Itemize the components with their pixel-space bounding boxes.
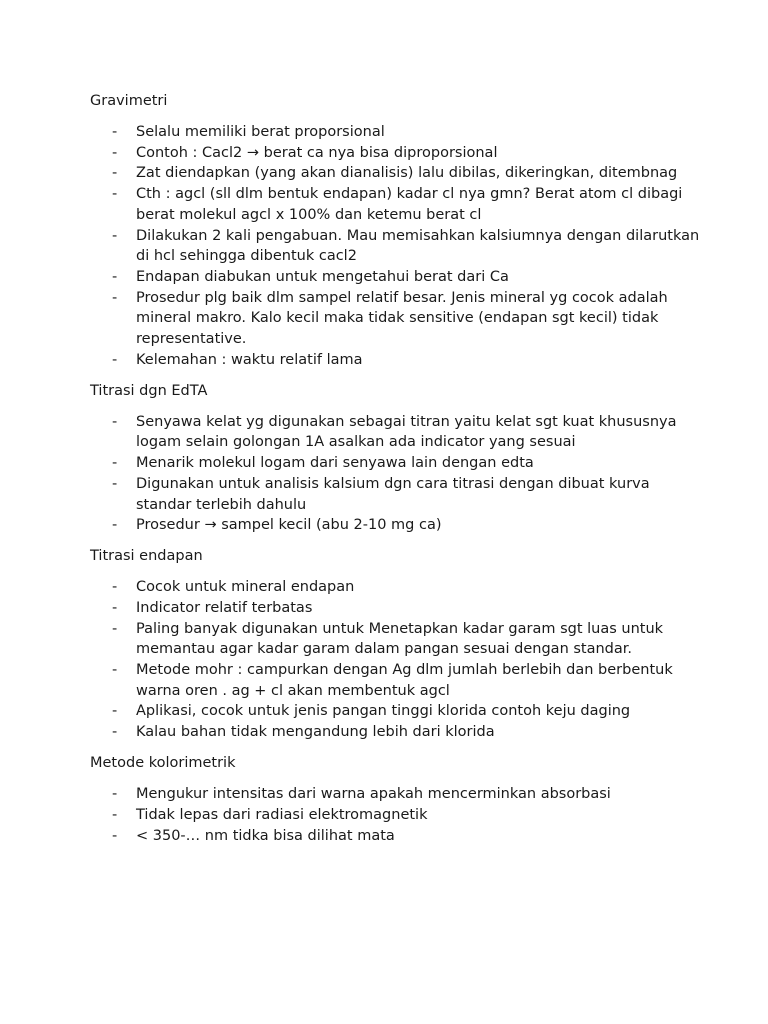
list-item-text: Dilakukan 2 kali pengabuan. Mau memisahkan kalsiumnya dengan dilarutkan di hcl sehingga dibentuk cacl2 (136, 227, 700, 265)
bullet-dash: - (112, 413, 118, 430)
list-item (90, 184, 708, 225)
bullet-dash: - (112, 806, 118, 823)
list-item (90, 474, 708, 515)
list-item (90, 722, 708, 743)
bullet-list (90, 412, 708, 536)
list-item-text: Kalau bahan tidak mengandung lebih dari klorida (136, 724, 495, 741)
bullet-dash: - (112, 620, 118, 637)
list-item-text: Digunakan untuk analisis kalsium dgn cara titrasi dengan dibuat kurva standar terlebih dahulu (136, 475, 650, 513)
list-item (90, 598, 708, 619)
bullet-dash: - (112, 165, 118, 182)
list-item (90, 660, 708, 701)
list-item-text: Cocok untuk mineral endapan (136, 579, 355, 596)
list-item-text: Indicator relatif terbatas (136, 599, 313, 616)
bullet-list (90, 784, 708, 846)
list-item-text: Senyawa kelat yg digunakan sebagai titran yaitu kelat sgt kuat khususnya logam selain golongan 1A asalkan ada indicator yang sesuai (136, 413, 677, 451)
bullet-dash: - (112, 475, 118, 492)
bullet-dash: - (112, 579, 118, 596)
list-item-text: Prosedur plg baik dlm sampel relatif besar. Jenis mineral yg cocok adalah mineral makro. Kalo kecil maka tidak sensitive (endapan sgt kecil) tidak representative. (136, 289, 668, 348)
list-item-text: Metode mohr : campurkan dengan Ag dlm jumlah berlebih dan berbentuk warna oren . ag + cl akan membentuk agcl (136, 662, 673, 699)
list-item (90, 619, 708, 660)
bullet-dash: - (112, 124, 118, 140)
list-item (90, 515, 708, 536)
list-item (90, 350, 708, 371)
list-item-text: Menarik molekul logam dari senyawa lain dengan edta (136, 455, 534, 472)
list-item (90, 453, 708, 474)
section-heading: Titrasi dgn EdTA (90, 382, 208, 399)
bullet-dash: - (112, 703, 118, 720)
list-item-text: Zat diendapkan (yang akan dianalisis) lalu dibilas, dikeringkan, ditembnag (136, 165, 678, 182)
bullet-dash: - (112, 144, 118, 161)
list-item (90, 267, 708, 288)
list-item (90, 226, 708, 267)
bullet-dash: - (112, 827, 118, 844)
list-item-text: Prosedur → sampel kecil (abu 2-10 mg ca) (136, 517, 442, 534)
list-item-text: Cth : agcl (sll dlm bentuk endapan) kadar cl nya gmn? Berat atom cl dibagi berat molekul agcl x 100% dan ketemu berat cl (136, 186, 683, 223)
list-item-text: Aplikasi, cocok untuk jenis pangan tinggi klorida contoh keju daging (136, 703, 631, 720)
list-item (90, 701, 708, 722)
list-item (90, 288, 708, 350)
section-heading: Gravimetri (90, 93, 168, 109)
bullet-list (90, 577, 708, 743)
bullet-dash: - (112, 351, 118, 368)
list-item (90, 163, 708, 184)
section-heading: Metode kolorimetrik (90, 755, 236, 772)
bullet-dash: - (112, 455, 118, 472)
bullet-dash: - (112, 517, 118, 534)
bullet-dash: - (112, 724, 118, 741)
list-item (90, 122, 708, 143)
list-item (90, 412, 708, 453)
list-item-text: Contoh : Cacl2 → berat ca nya bisa diproporsional (136, 144, 498, 161)
section-heading: Titrasi endapan (90, 548, 203, 565)
bullet-dash: - (112, 662, 118, 679)
bullet-dash: - (112, 599, 118, 616)
list-item (90, 143, 708, 164)
list-item (90, 577, 708, 598)
bullet-dash: - (112, 268, 118, 285)
list-item-text: Mengukur intensitas dari warna apakah mencerminkan absorbasi (136, 786, 611, 803)
bullet-dash: - (112, 786, 118, 803)
bullet-dash: - (112, 227, 118, 244)
list-item-text: Paling banyak digunakan untuk Menetapkan kadar garam sgt luas untuk memantau agar kadar garam dalam pangan sesuai dengan standar. (136, 620, 664, 658)
list-item (90, 826, 708, 847)
list-item (90, 805, 708, 826)
bullet-list (90, 122, 708, 370)
list-item-text: Tidak lepas dari radiasi elektromagnetik (136, 806, 428, 823)
list-item-text: Endapan diabukan untuk mengetahui berat dari Ca (136, 268, 509, 285)
bullet-dash: - (112, 289, 118, 306)
bullet-dash: - (112, 186, 118, 203)
list-item-text: Selalu memiliki berat proporsional (136, 124, 385, 140)
list-item-text: Kelemahan : waktu relatif lama (136, 351, 363, 368)
list-item-text: < 350-… nm tidka bisa dilihat mata (136, 827, 395, 844)
list-item (90, 784, 708, 805)
